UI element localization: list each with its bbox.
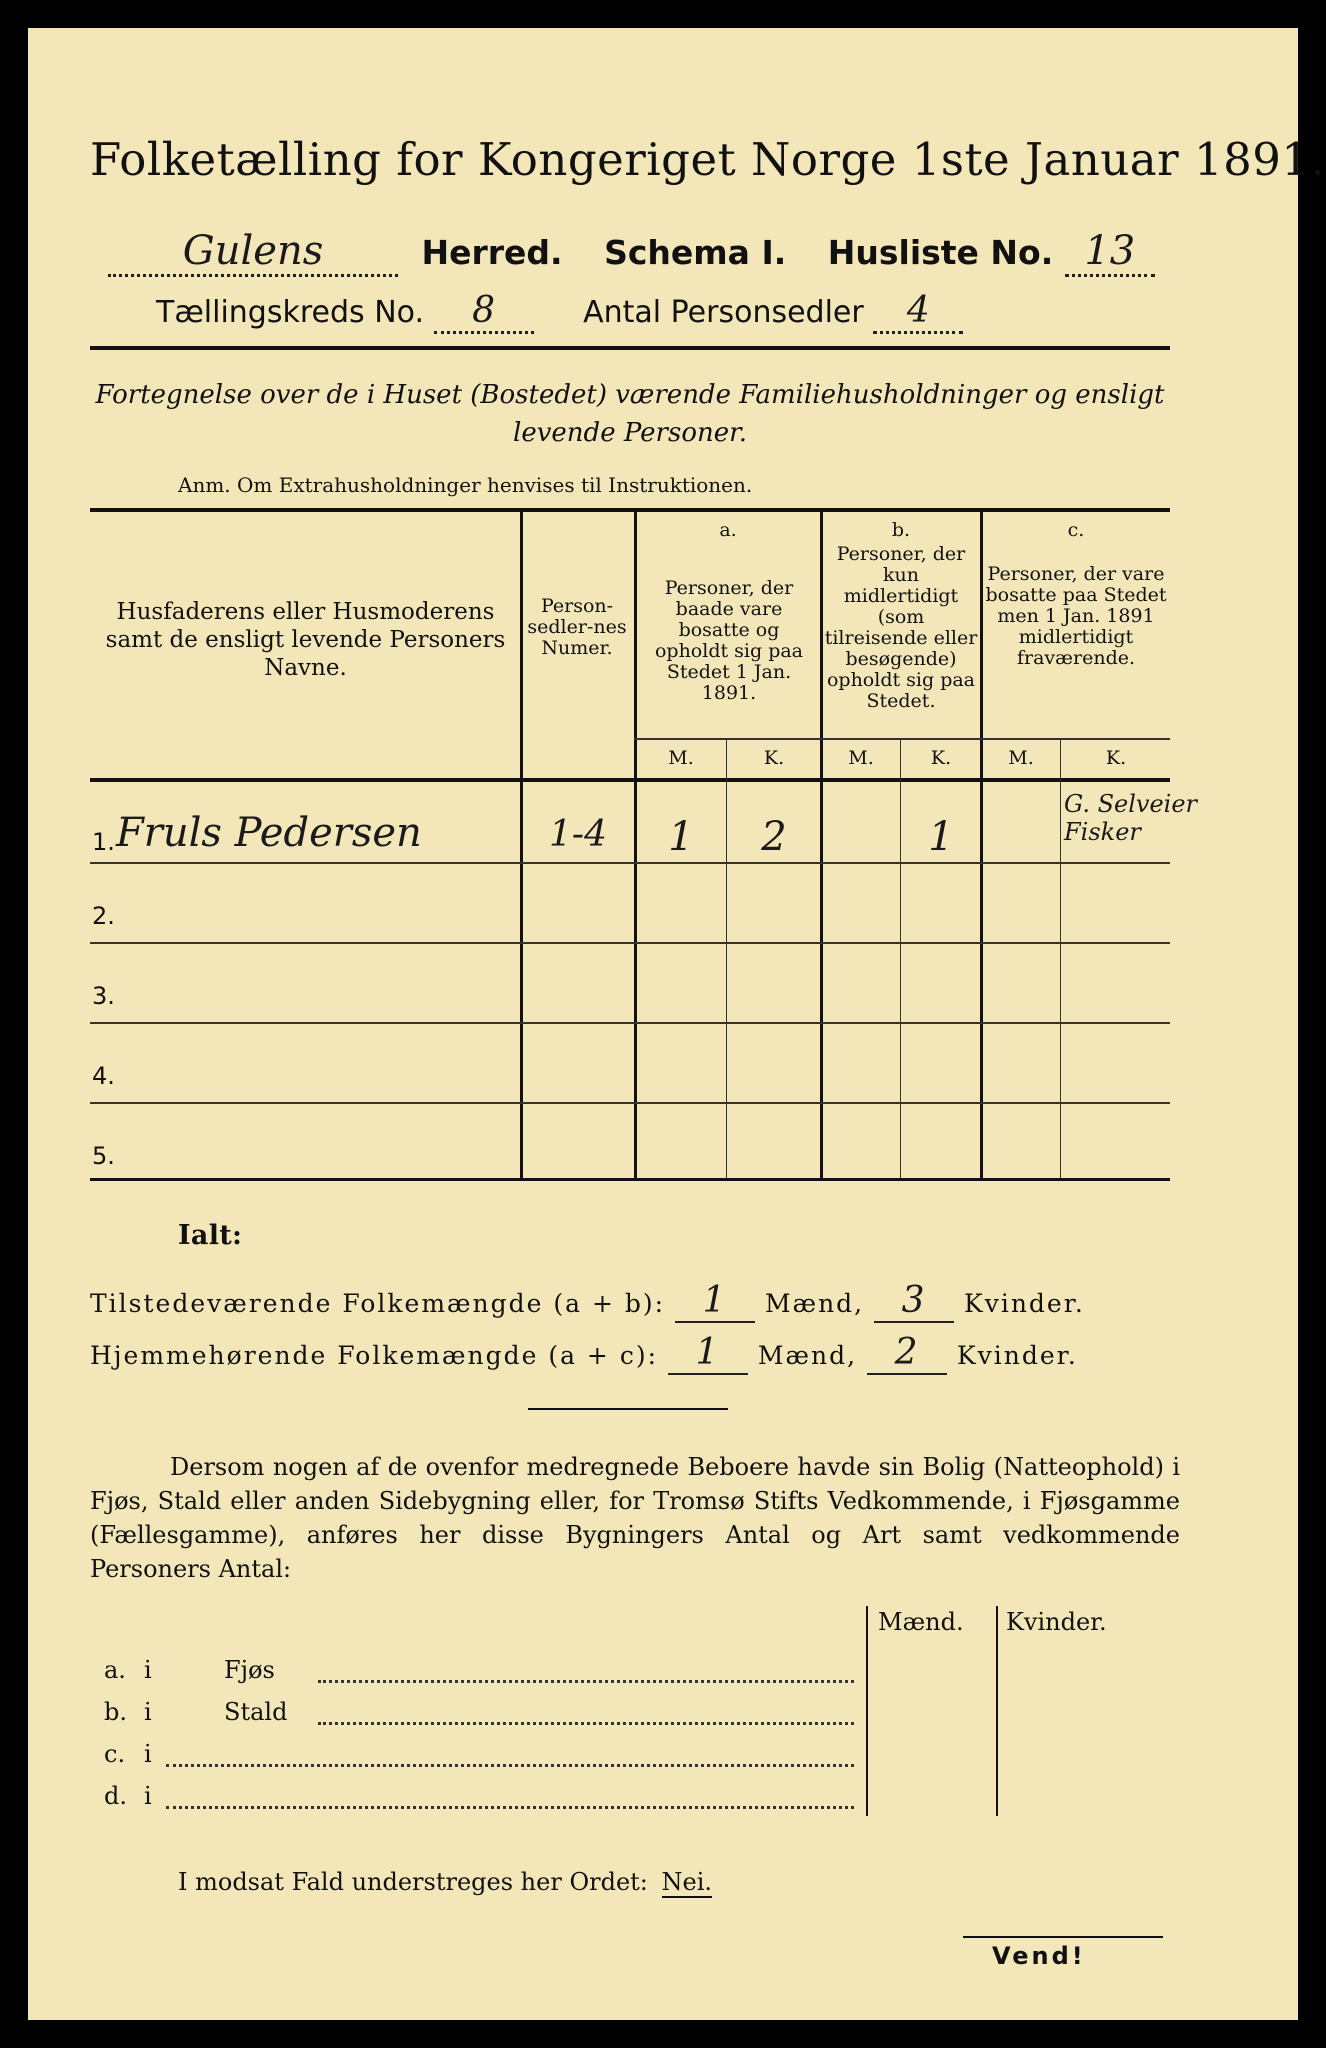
col-name-header: Husfaderens eller Husmoderens samt de ensligt levende Personers Navne. — [105, 599, 506, 681]
table-top-rule — [90, 508, 1170, 512]
schema-label: Schema I. — [604, 233, 787, 272]
a-m-header: M. — [668, 747, 694, 769]
kvinder-column-header: Kvinder. — [1006, 1608, 1107, 1636]
col-b-letter: b. — [891, 519, 911, 541]
col-divider — [900, 740, 901, 1180]
kreds-label: Tællingskreds No. — [156, 295, 424, 330]
col-divider — [1060, 740, 1061, 1180]
dotted-leader — [318, 1680, 854, 1683]
a-k-header: K. — [763, 747, 785, 769]
building-item-d: d. i — [104, 1782, 152, 1810]
kreds-line — [156, 290, 963, 334]
tilstede-label: Tilstedeværende Folkemængde (a + b): — [90, 1289, 666, 1318]
tilstede-kvinder-value: 3 — [874, 1280, 954, 1323]
herred-line — [108, 228, 1155, 277]
tilstede-maend-value: 1 — [675, 1280, 755, 1323]
dotted-leader — [318, 1722, 854, 1725]
b-k-header: K. — [930, 747, 952, 769]
table-bottom-rule — [90, 1178, 1170, 1181]
c-k-header: K. — [1105, 747, 1127, 769]
col-divider — [820, 512, 823, 1180]
buildings-paragraph: Dersom nogen af de ovenfor medregnede Beboere havde sin Bolig (Natteophold) i Fjøs, Stald eller anden Sidebygning eller, for Tromsø Stifts Vedkommende, i Fjøsgamme (Fællesgamme), anføres her disse Bygningers Antal og Art samt vedkommende Personers Antal: — [90, 1453, 1180, 1583]
form-title: Folketælling for Kongeriget Norge 1ste Januar 1891. — [90, 133, 1326, 186]
building-item-b: b. i Stald — [104, 1698, 288, 1726]
tilstede-maend-label: Mænd, — [764, 1289, 865, 1318]
hjemme-maend-value: 1 — [668, 1332, 748, 1375]
header-rule — [90, 346, 1170, 350]
row-number: 3. — [92, 982, 115, 1010]
c-m-header: M. — [1008, 747, 1034, 769]
maend-column-header: Mænd. — [878, 1608, 964, 1636]
ialt-label: Ialt: — [178, 1220, 243, 1251]
anm-note: Anm. Om Extrahusholdninger henvises til Instruktionen. — [178, 473, 753, 497]
mk-rule — [634, 738, 1170, 740]
row-rule — [90, 1102, 1170, 1104]
col-divider — [980, 512, 983, 1180]
col-a-header: Personer, der baade vare bosatte og opholdt sig paa Stedet 1 Jan. 1891. — [654, 577, 804, 704]
hjemme-maend-label: Mænd, — [757, 1341, 858, 1370]
building-item-c: c. i — [104, 1740, 152, 1768]
modsat-text: I modsat Fald understreges her Ordet: — [178, 1868, 648, 1896]
antal-label: Antal Personsedler — [583, 295, 864, 330]
row-1-a-m: 1 — [668, 814, 694, 860]
row-rule — [90, 1022, 1170, 1024]
row-rule — [90, 862, 1170, 864]
husliste-label: Husliste No. — [827, 233, 1054, 272]
tilstede-kvinder-label: Kvinder. — [964, 1289, 1085, 1318]
dotted-leader — [166, 1806, 854, 1809]
census-form — [28, 28, 1326, 2020]
herred-label: Herred. — [421, 233, 563, 272]
herred-value: Gulens — [108, 228, 398, 277]
modsat-line — [178, 1868, 712, 1896]
table-head-rule — [90, 778, 1170, 782]
row-1-b-k: 1 — [928, 814, 954, 860]
col-divider — [996, 1606, 998, 1816]
row-1-numer: 1-4 — [549, 814, 607, 855]
row-rule — [90, 942, 1170, 944]
col-c-header: Personer, der vare bosatte paa Stedet men 1 Jan. 1891 midlertidigt fraværende. — [985, 563, 1167, 669]
intro-line-2: levende Personer. — [513, 418, 747, 448]
row-number: 2. — [92, 902, 115, 930]
b-m-header: M. — [848, 747, 874, 769]
vend-label: Vend! — [992, 1942, 1086, 1970]
row-1-a-k: 2 — [761, 814, 787, 860]
row-1-note: G. Selveier Fisker — [1064, 790, 1198, 846]
nei-word: Nei. — [661, 1868, 713, 1896]
tilstede-line — [90, 1280, 1085, 1323]
hjemme-line — [90, 1332, 1078, 1375]
col-a-letter: a. — [719, 519, 737, 541]
col-b-header: Personer, der kun midlertidigt (som tilreisende eller besøgende) opholdt sig paa Stedet. — [824, 543, 978, 712]
antal-value: 4 — [873, 290, 963, 334]
col-divider — [634, 512, 637, 1180]
hjemme-label: Hjemmehørende Folkemængde (a + c): — [90, 1341, 658, 1370]
col-c-letter: c. — [1067, 519, 1085, 541]
building-item-a: a. i Fjøs — [104, 1656, 275, 1684]
col-divider — [726, 740, 727, 1180]
hjemme-kvinder-value: 2 — [867, 1332, 947, 1375]
intro-text — [90, 376, 1170, 452]
hjemme-kvinder-label: Kvinder. — [956, 1341, 1078, 1370]
husliste-value: 13 — [1065, 228, 1155, 277]
kreds-value: 8 — [434, 290, 534, 334]
col-divider — [866, 1606, 868, 1816]
section-divider — [528, 1408, 728, 1410]
row-number: 5. — [92, 1142, 115, 1170]
row-number: 1. — [92, 828, 115, 856]
col-numer-header: Person-sedler-nes Numer. — [527, 595, 627, 659]
row-number: 4. — [92, 1062, 115, 1090]
dotted-leader — [166, 1764, 854, 1767]
row-1-name: Fruls Pedersen — [116, 810, 422, 856]
vend-rule — [963, 1936, 1163, 1938]
intro-line-1: Fortegnelse over de i Huset (Bostedet) værende Familiehusholdninger og ensligt — [95, 380, 1165, 410]
